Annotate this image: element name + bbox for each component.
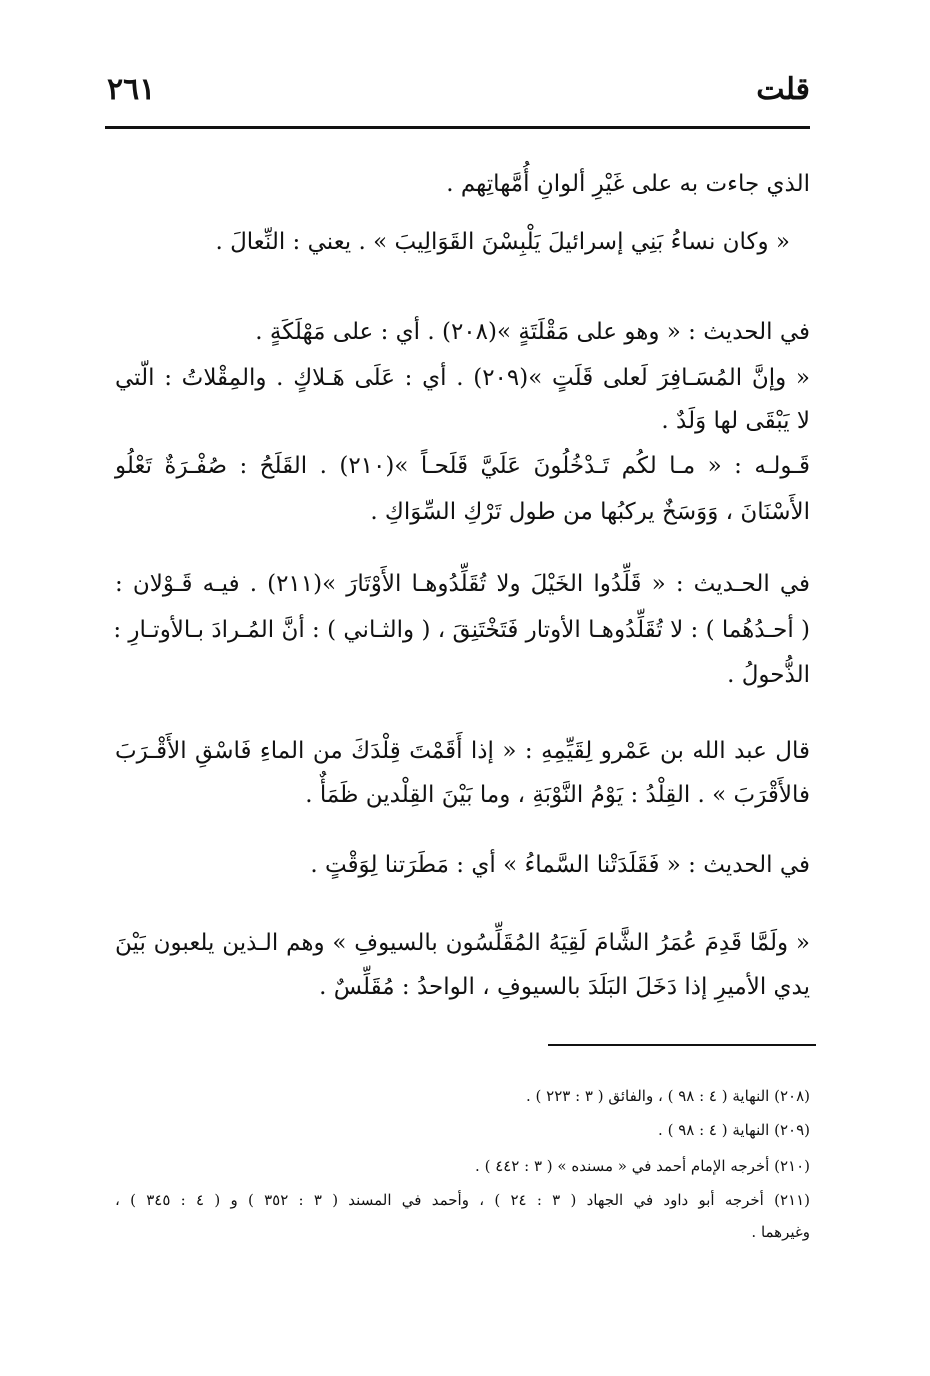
- footnote-rule: [548, 1044, 816, 1046]
- footnote: وغيرهما .: [751, 1223, 810, 1241]
- text-line: فالأَقْرَبَ » . القِلْدُ : يَوْمُ النَّوْبَةِ ، وما بَيْنَ القِلْدين ظَمَأٌ .: [305, 782, 810, 808]
- footnote: (٢٠٨) النهاية ( ٤ : ٩٨ ) ، والفائق ( ٣ : ٢٢٣ ) .: [526, 1087, 810, 1105]
- text-line: « وكان نساءُ بَنِي إسرائيلَ يَلْبِسْنَ القَوَالِيبَ » . يعني : النِّعالَ .: [215, 229, 790, 255]
- text-line: « وإنَّ المُسَـافِرَ لَعلى قَلَتٍ »(٢٠٩) . أي : عَلَى هَـلاكٍ . والمِقْلاتُ : الّتي: [115, 365, 810, 391]
- text-line: ( أحـدُهُما ) : لا تُقَلِّدُوهـا الأوتار فَتَخْتَنِقَ ، ( والثـاني ) : أنَّ المُـرادَ بـالأوتـارِ :: [113, 617, 810, 643]
- text-line: في الحـديث : « قَلِّدُوا الخَيْلَ ولا تُقَلِّدُوهـا الأَوْتَارَ »(٢١١) . فيـه قَـوْلان :: [115, 571, 810, 597]
- text-line: قَـولـه : « مـا لكُم تَـدْخُلُونَ عَلَيَّ قَلَحـاً »(٢١٠) . القَلَحُ : صُفْـرَةٌ تَعْلُو: [115, 453, 811, 479]
- footnote: (٢٠٩) النهاية ( ٤ : ٩٨ ) .: [658, 1121, 810, 1139]
- page-header: [105, 72, 810, 112]
- footnote: (٢١١) أخرجه أبو داود في الجهاد ( ٣ : ٢٤ ) ، وأحمد في المسند ( ٣ : ٣٥٢ ) و ( ٤ : ٣٤٥ ) ،: [115, 1191, 811, 1209]
- text-line: الذُّحولُ .: [727, 662, 810, 688]
- text-line: قال عبد الله بن عَمْرو لِقَيِّمِهِ : « إذا أَقَمْتَ قِلْدَكَ من الماءِ فَاسْقِ الأَقْـرَبَ: [115, 738, 810, 764]
- text-line: الذي جاءت به على غَيْرِ ألوانِ أُمَّهاتِهم .: [446, 171, 810, 197]
- page-number: ٢٦١: [107, 72, 156, 107]
- text-line: الأَسْنَانَ ، وَوَسَخٌ يركبُها من طول تَرْكِ السِّوَاكِ .: [370, 499, 810, 525]
- text-line: لا يَبْقَى لها وَلَدٌ .: [661, 408, 810, 434]
- header-rule: [105, 126, 810, 129]
- footnote: (٢١٠) أخرجه الإمام أحمد في « مسنده » ( ٣ : ٤٤٢ ) .: [475, 1157, 810, 1175]
- running-head-title: قلت: [756, 72, 810, 107]
- text-line: « ولَمَّا قَدِمَ عُمَرُ الشَّامَ لَقِيَهُ المُقَلِّسُون بالسيوفِ » وهم الـذين يلعبون بَيْنَ: [115, 930, 810, 956]
- text-line: في الحديث : « وهو على مَقْلَتَةٍ »(٢٠٨) . أي : على مَهْلَكَةٍ .: [255, 319, 810, 345]
- text-line: في الحديث : « فَقَلَدَتْنا السَّماءُ » أي : مَطَرَتنا لِوَقْتٍ .: [310, 852, 810, 878]
- text-line: يدي الأميرِ إذا دَخَلَ البَلَدَ بالسيوفِ ، الواحدُ : مُقَلِّسٌ .: [319, 974, 810, 1000]
